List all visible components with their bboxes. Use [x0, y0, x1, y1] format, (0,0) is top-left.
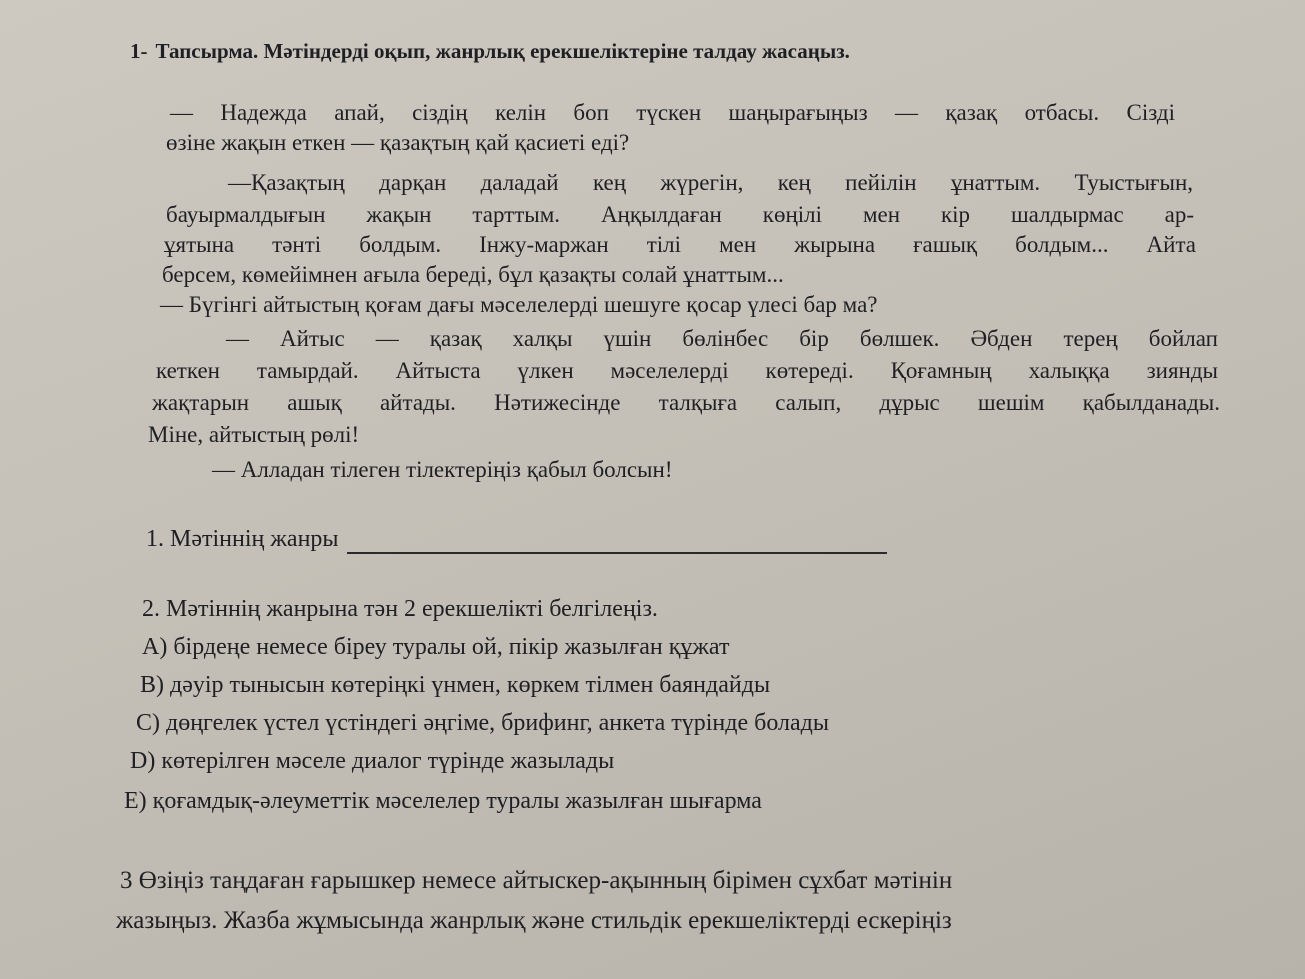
task3-line: жазыңыз. Жазба жұмысында жанрлық және стильдік ерекшеліктерді ескеріңіз — [116, 907, 952, 934]
dialogue-line: берсем, көмейімнен ағыла береді, бұл қазақты солай ұнаттым... — [162, 262, 784, 287]
dialogue-line: — Алладан тілеген тілектеріңіз қабыл болсын! — [212, 457, 673, 482]
option-e[interactable]: Е) қоғамдық-әлеуметтік мәселелер туралы жазылған шығарма — [124, 788, 762, 814]
option-b[interactable]: В) дәуір тынысын көтеріңкі үнмен, көркем тілмен баяндайды — [140, 672, 771, 698]
question1 — [146, 524, 887, 554]
dialogue-line: —Қазақтың дарқан даладай кең жүрегін, кең пейілін ұнаттым. Туыстығын, — [228, 170, 1193, 195]
task3-line: 3 Өзіңіз таңдаған ғарышкер немесе айтыскер-ақынның бірімен сұхбат мәтінін — [120, 867, 953, 894]
dialogue-line: — Айтыс — қазақ халқы үшін бөлінбес бір бөлшек. Әбден терең бойлап — [226, 326, 1218, 351]
task1-heading — [130, 36, 850, 66]
task1-number: 1- — [130, 39, 148, 63]
task1-title: Тапсырма. Мәтіндерді оқып, жанрлық ерекшеліктеріне талдау жасаңыз. — [155, 39, 850, 63]
dialogue-line: ұятына тәнті болдым. Інжу-маржан тілі мен жырына ғашық болдым... Айта — [164, 232, 1196, 257]
question1-label: 1. Мәтіннің жанры — [146, 526, 339, 552]
option-a[interactable]: А) бірдеңе немесе біреу туралы ой, пікір жазылған құжат — [142, 634, 730, 660]
dialogue-line: жақтарын ашық айтады. Нәтижесінде талқыға салып, дұрыс шешім қабылданады. — [152, 390, 1220, 415]
dialogue-line: өзіне жақын еткен — қазақтың қай қасиеті еді? — [166, 130, 630, 155]
dialogue-line: кеткен тамырдай. Айтыста үлкен мәселелерді көтереді. Қоғамның халыққа зиянды — [156, 358, 1218, 383]
dialogue-line: — Бүгінгі айтыстың қоғам дағы мәселелерді шешуге қосар үлесі бар ма? — [160, 292, 878, 317]
option-d[interactable]: D) көтерілген мәселе диалог түрінде жазылады — [130, 748, 615, 774]
dialogue-line: Міне, айтыстың рөлі! — [148, 422, 360, 447]
dialogue-line: бауырмалдығын жақын тарттым. Аңқылдаған көңілі мен кір шалдырмас ар- — [166, 202, 1194, 227]
option-c[interactable]: С) дөңгелек үстел үстіндегі әңгіме, брифинг, анкета түрінде болады — [136, 710, 829, 736]
answer-blank-line[interactable] — [347, 530, 887, 554]
question2-label: 2. Мәтіннің жанрына тән 2 ерекшелікті белгілеңіз. — [142, 596, 658, 622]
dialogue-line: — Надежда апай, сіздің келін боп түскен шаңырағыңыз — қазақ отбасы. Сізді — [170, 100, 1175, 125]
